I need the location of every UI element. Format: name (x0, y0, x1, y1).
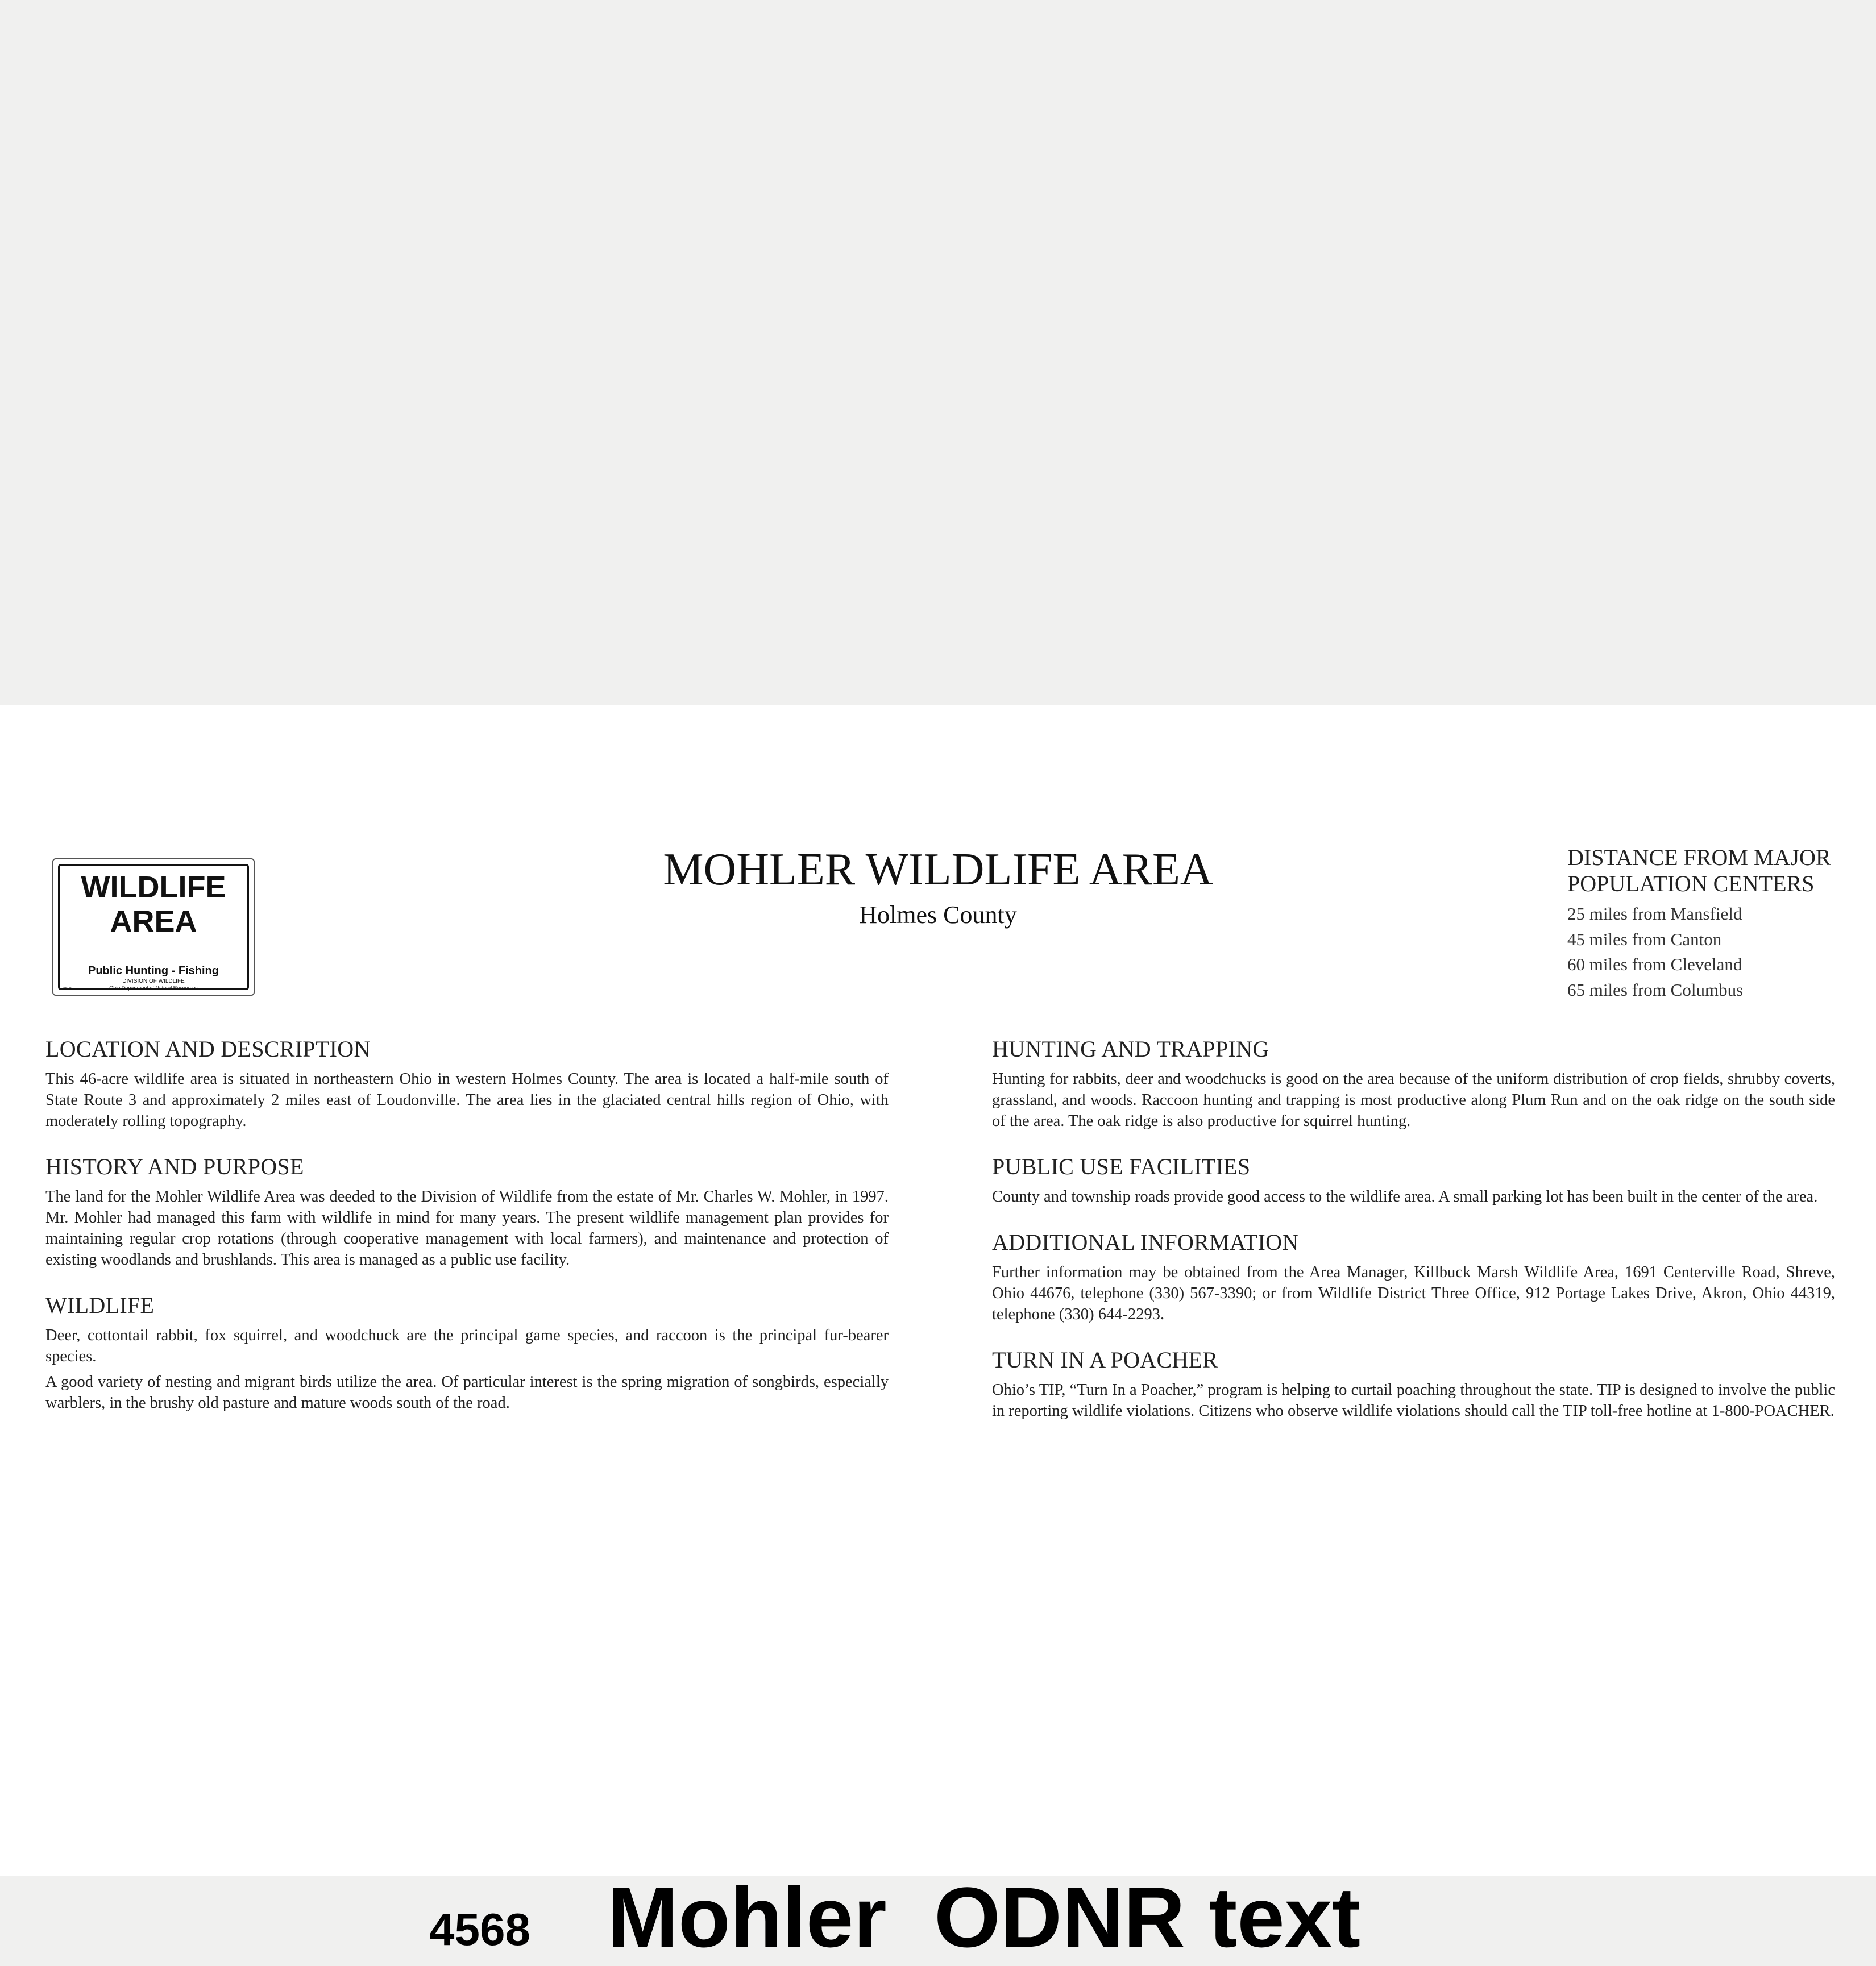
section-history (45, 1152, 889, 1270)
section-paragraph: The land for the Mohler Wildlife Area was deeded to the Division of Wildlife from the estate of Mr. Charles W. Mohler, in 1997. Mr. Mohler had managed this farm with wildlife in mind for many years. The present wildlife management plan provides for maintaining regular crop rotations (through cooperative management with local farmers), and maintenance and protection of existing woodlands and brushlands. This area is managed as a public use facility. (45, 1188, 889, 1269)
section-paragraph: Ohio’s TIP, “Turn In a Poacher,” program is helping to curtail poaching throughout the state. TIP is designed to involve the public in reporting wildlife violations. Citizens who observe wildlife violations should call the TIP toll-free hotline at 1-800-POACHER. (992, 1381, 1835, 1420)
section-paragraph: This 46-acre wildlife area is situated in northeastern Ohio in western Holmes County. The area is located a half-mile south of State Route 3 and approximately 2 miles east of Loudonville. The area lies in the glaciated central hills region of Ohio, with moderately rolling topography. (45, 1070, 889, 1130)
footer-number: 4568 (429, 1904, 530, 1955)
section-hunting (992, 1034, 1835, 1132)
sign-code: ODNR (63, 987, 72, 991)
sign-border (58, 864, 249, 990)
section-heading: HISTORY AND PURPOSE (45, 1154, 304, 1179)
distance-box (1567, 845, 1863, 1003)
sign-title (60, 870, 247, 938)
section-paragraph: A good variety of nesting and migrant birds utilize the area. Of particular interest is the spring migration of songbirds, especially warblers, in the brushy old pasture and mature woods south of the road. (45, 1373, 889, 1412)
distance-item: 25 miles from Mansfield (1567, 904, 1742, 924)
section-paragraph: Hunting for rabbits, deer and woodchucks is good on the area because of the uniform distribution of crop fields, shrubby coverts, grassland, and woods. Raccoon hunting and trapping is most productive along Plum Run and on the oak ridge on the south side of the area. The oak ridge is also productive for squirrel hunting. (992, 1070, 1835, 1130)
section-wildlife (45, 1291, 889, 1414)
top-blank-area (0, 0, 1876, 705)
section-location (45, 1034, 889, 1132)
section-paragraph: Deer, cottontail rabbit, fox squirrel, and woodchuck are the principal game species, and raccoon is the principal fur-bearer species. (45, 1327, 889, 1365)
wildlife-area-sign (52, 858, 255, 996)
right-column (992, 1034, 1835, 1442)
distance-item: 45 miles from Canton (1567, 929, 1722, 949)
section-heading: TURN IN A POACHER (992, 1347, 1218, 1373)
distance-item: 65 miles from Columbus (1567, 979, 1744, 1000)
section-heading: HUNTING AND TRAPPING (992, 1036, 1269, 1062)
section-poacher (992, 1345, 1835, 1421)
sign-subtitle: Public Hunting - Fishing (88, 965, 219, 977)
sign-division: DIVISION OF WILDLIFE (122, 978, 185, 984)
distance-item: 60 miles from Cleveland (1567, 954, 1742, 974)
section-heading: ADDITIONAL INFORMATION (992, 1229, 1299, 1255)
section-heading: WILDLIFE (45, 1292, 155, 1318)
distance-heading-line1: DISTANCE FROM MAJOR (1567, 845, 1831, 870)
section-facilities (992, 1152, 1835, 1207)
section-additional-info (992, 1228, 1835, 1325)
left-column (45, 1034, 889, 1434)
sign-title-line1: WILDLIFE (81, 870, 226, 904)
sign-title-line2: AREA (110, 904, 197, 938)
footer-label: Mohler ODNR text (607, 1869, 1361, 1965)
distance-heading-line2: POPULATION CENTERS (1567, 871, 1815, 896)
sign-department: Ohio Department of Natural Resources (109, 985, 198, 991)
section-paragraph: County and township roads provide good access to the wildlife area. A small parking lot has been built in the center of the area. (992, 1188, 1818, 1206)
section-heading: LOCATION AND DESCRIPTION (45, 1036, 371, 1062)
section-heading: PUBLIC USE FACILITIES (992, 1154, 1251, 1179)
page-subtitle: Holmes County (859, 901, 1017, 929)
distance-heading (1567, 845, 1863, 897)
page-title: MOHLER WILDLIFE AREA (663, 845, 1213, 895)
section-paragraph: Further information may be obtained from the Area Manager, Killbuck Marsh Wildlife Area, 1691 Centerville Road, Shreve, Ohio 44676, telephone (330) 567-3390; or from Wildlife District Three Office, 912 Portage Lakes Drive, Akron, Ohio 44319, telephone (330) 644-2293. (992, 1263, 1835, 1323)
